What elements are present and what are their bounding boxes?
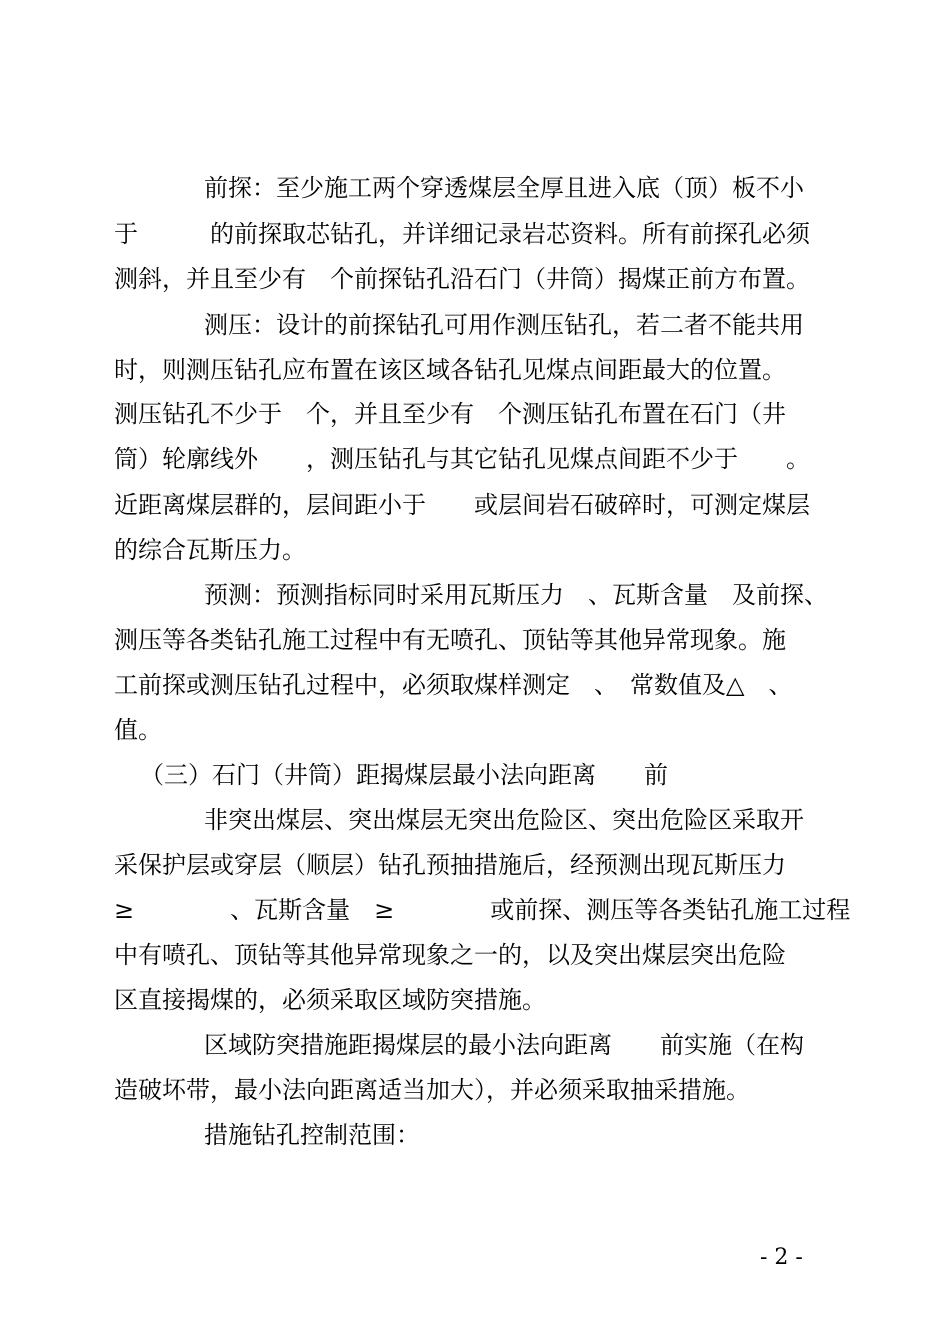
- paragraph-line: 于 的前探取芯钻孔，并详细记录岩芯资料。所有前探孔必须: [114, 220, 810, 248]
- paragraph-line: 值。: [114, 716, 162, 744]
- paragraph-line: ≥ 、瓦斯含量 ≥ 或前探、测压等各类钻孔施工过程: [114, 896, 851, 924]
- page-number: - 2 -: [760, 1245, 803, 1270]
- paragraph-line: 测压钻孔不少于 个，并且至少有 个测压钻孔布置在石门（井: [114, 400, 786, 428]
- paragraph-line: 测压等各类钻孔施工过程中有无喷孔、顶钻等其他异常现象。施: [114, 626, 786, 654]
- section-heading: （三）石门（井筒）距揭煤层最小法向距离 前: [140, 761, 668, 789]
- paragraph-line: 测压：设计的前探钻孔可用作测压钻孔，若二者不能共用: [204, 311, 804, 339]
- paragraph-line: 造破坏带，最小法向距离适当加大），并必须采取抽采措施。: [114, 1076, 750, 1104]
- paragraph-line: 前探：至少施工两个穿透煤层全厚且进入底（顶）板不小: [204, 174, 804, 202]
- paragraph-line: 中有喷孔、顶钻等其他异常现象之一的，以及突出煤层突出危险: [114, 941, 786, 969]
- paragraph-line: 的综合瓦斯压力。: [114, 536, 306, 564]
- paragraph-line: 筒）轮廓线外 ，测压钻孔与其它钻孔见煤点间距不少于 。: [114, 445, 810, 473]
- paragraph-line: 措施钻孔控制范围：: [204, 1121, 420, 1149]
- paragraph-line: 区直接揭煤的，必须采取区域防突措施。: [114, 986, 546, 1014]
- paragraph-line: 非突出煤层、突出煤层无突出危险区、突出危险区采取开: [204, 806, 804, 834]
- paragraph-line: 测斜，并且至少有 个前探钻孔沿石门（井筒）揭煤正前方布置。: [114, 265, 810, 293]
- paragraph-line: 预测：预测指标同时采用瓦斯压力 、瓦斯含量 及前探、: [204, 581, 828, 609]
- paragraph-line: 时，则测压钻孔应布置在该区域各钻孔见煤点间距最大的位置。: [114, 356, 786, 384]
- paragraph-line: 采保护层或穿层（顺层）钻孔预抽措施后，经预测出现瓦斯压力: [114, 851, 786, 879]
- paragraph-line: 区域防突措施距揭煤层的最小法向距离 前实施（在构: [204, 1031, 804, 1059]
- paragraph-line: 近距离煤层群的，层间距小于 或层间岩石破碎时，可测定煤层: [114, 491, 810, 519]
- paragraph-line: 工前探或测压钻孔过程中，必须取煤样测定 、 常数值及△ 、: [114, 671, 793, 699]
